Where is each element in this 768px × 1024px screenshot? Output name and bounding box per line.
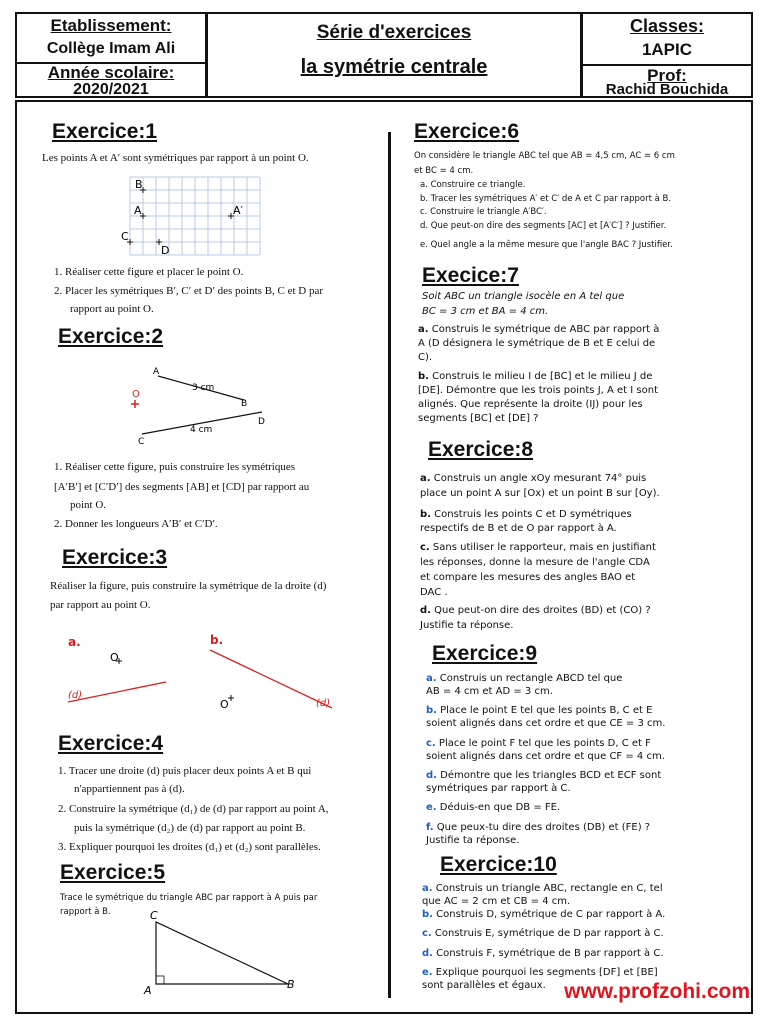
ex5-point-a: A xyxy=(144,984,152,996)
ex8-a1: a. Construis un angle xOy mesurant 74° puis xyxy=(420,473,647,484)
ex10-d: d. Construis F, symétrique de B par rapport à C. xyxy=(422,948,664,959)
ex10-e1: e. Explique pourquoi les segments [DF] et [BE] xyxy=(422,967,658,978)
ex7-a3: C). xyxy=(418,352,433,363)
ex7-b1: b. Construis le milieu I de [BC] et le milieu J de xyxy=(418,371,653,382)
ex8-c2: les réponses, donne la mesure de l'angle CDA xyxy=(420,557,650,568)
ex1-point-d: D xyxy=(161,244,170,257)
ex6-title: Exercice:6 xyxy=(414,120,520,143)
ex8-d1: d. Que peut-on dire des droites (BD) et (CO) ? xyxy=(420,605,651,616)
ex6-a: a. Construire ce triangle. xyxy=(420,180,526,190)
ex9-title: Exercice:9 xyxy=(432,642,538,665)
ex5-text1: Trace le symétrique du triangle ABC par rapport à A puis par xyxy=(60,893,318,903)
header-school-box xyxy=(15,12,207,98)
header-class-box xyxy=(581,12,753,98)
ex4-q3: 3. Expliquer pourquoi les droites (d₁) et (d₂) sont parallèles. xyxy=(58,841,321,853)
ex2-point-d: D xyxy=(258,417,265,427)
classes-label: Classes: xyxy=(629,16,705,36)
watermark-link[interactable]: www.profzohi.com xyxy=(564,980,750,1003)
ex2-point-b: B xyxy=(241,399,248,409)
ex8-a2: place un point A sur [Ox) et un point B sur [Oy). xyxy=(420,488,660,499)
ex3-line-d-b: (d) xyxy=(316,698,331,709)
ex9-a1: a. Construis un rectangle ABCD tel que xyxy=(426,673,623,684)
ex3-line-d-a: (d) xyxy=(68,690,83,701)
ex3-text1: Réaliser la figure, puis construire la symétrique de la droite (d) xyxy=(50,580,327,592)
ex6-line2: et BC = 4 cm. xyxy=(414,166,474,176)
ex9-d2: symétriques par rapport à C. xyxy=(426,783,571,794)
ex4-q2b: puis la symétrique (d₂) de (d) par rapport au point B. xyxy=(74,822,306,834)
ex9-b2: soient alignés dans cet ordre et que CE = 3 cm. xyxy=(426,718,666,729)
ex1-q1: 1. Réaliser cette figure et placer le point O. xyxy=(54,266,244,278)
ex2-q1a: 1. Réaliser cette figure, puis construire les symétriques xyxy=(54,461,296,473)
ex8-b2: respectifs de B et de O par rapport à A. xyxy=(420,523,617,534)
ex7-b4: segments [BC] et [DE] ? xyxy=(418,413,539,424)
ex6-c: c. Construire le triangle A′BC′. xyxy=(420,207,547,217)
ex8-c1: c. Sans utiliser le rapporteur, mais en justifiant xyxy=(420,542,656,553)
ex6-e: e. Quel angle a la même mesure que l'angle BAC ? Justifier. xyxy=(420,240,673,250)
ex2-title: Exercice:2 xyxy=(58,325,164,348)
ex8-d2: Justifie ta réponse. xyxy=(420,620,514,631)
classes-value: 1APIC xyxy=(641,40,693,59)
ex7-a1: a. Construis le symétrique de ABC par rapport à xyxy=(418,324,660,335)
ex10-a2: que AC = 2 cm et CB = 4 cm. xyxy=(422,896,571,907)
ex2-q1c: point O. xyxy=(70,499,107,511)
ex3-point-o-a: O xyxy=(110,651,119,664)
ex9-b1: b. Place le point E tel que les points B, C et E xyxy=(426,705,653,716)
ex7-line1: Soit ABC un triangle isocèle en A tel que xyxy=(422,291,625,302)
ex1-grid-figure xyxy=(120,172,270,260)
ex2-q2: 2. Donner les longueurs A′B′ et C′D′. xyxy=(54,518,218,530)
ex10-c: c. Construis E, symétrique de D par rapport à C. xyxy=(422,928,664,939)
ex9-c2: soient alignés dans cet ordre et que CF = 4 cm. xyxy=(426,751,665,762)
ex9-e: e. Déduis-en que DB = FE. xyxy=(426,802,561,813)
ex7-a2: A (D désignera le symétrique de B et E celui de xyxy=(418,338,656,349)
ex7-b2: [DE]. Démontre que les trois points J, A et I sont xyxy=(418,385,658,396)
ex2-point-o: O xyxy=(132,389,140,400)
ex6-line1: On considère le triangle ABC tel que AB = 4,5 cm, AC = 6 cm xyxy=(414,151,675,161)
ex5-point-c: C xyxy=(150,909,158,922)
ex8-title: Exercice:8 xyxy=(428,438,534,461)
ex4-q1b: n'appartiennent pas à (d). xyxy=(74,783,185,795)
ex5-triangle-figure xyxy=(140,908,310,996)
ex1-point-a: A xyxy=(134,204,142,217)
ex2-q1b: [A′B′] et [C′D′] des segments [AB] et [CD] par rapport au xyxy=(54,481,310,493)
ex1-point-b: B xyxy=(135,178,143,191)
ex10-title: Exercice:10 xyxy=(440,853,557,876)
ex7-line2: BC = 3 cm et BA = 4 cm. xyxy=(422,306,549,317)
prof-name: Rachid Bouchida xyxy=(605,81,729,98)
etablissement-label: Etablissement: xyxy=(50,16,172,35)
ex4-q1a: 1. Tracer une droite (d) puis placer deux points A et B qui xyxy=(58,765,312,777)
ex9-a2: AB = 4 cm et AD = 3 cm. xyxy=(426,686,553,697)
ex4-q2a: 2. Construire la symétrique (d₁) de (d) par rapport au point A, xyxy=(58,803,329,815)
ex3-title: Exercice:3 xyxy=(62,546,168,569)
ex7-b3: alignés. Que représente la droite (IJ) pour les xyxy=(418,399,643,410)
ex4-title: Exercice:4 xyxy=(58,732,164,755)
ex2-length-3cm: 3 cm xyxy=(192,383,215,393)
ex2-point-a: A xyxy=(153,367,160,377)
ex9-c1: c. Place le point F tel que les points D, C et F xyxy=(426,738,651,749)
ex3-point-o-b: O xyxy=(220,698,229,711)
ex1-intro: Les points A et A′ sont symétriques par rapport à un point O. xyxy=(42,152,309,164)
theme-title: la symétrie centrale xyxy=(300,56,488,78)
ex5-text2: rapport à B. xyxy=(60,907,111,917)
ex1-point-c: C xyxy=(121,230,129,243)
ex6-b: b. Tracer les symétriques A′ et C′ de A et C par rapport à B. xyxy=(420,194,672,204)
ex8-c4: DAC . xyxy=(420,587,448,598)
ex9-d1: d. Démontre que les triangles BCD et ECF sont xyxy=(426,770,662,781)
ex5-title: Exercice:5 xyxy=(60,861,166,884)
prof-label: Prof: xyxy=(647,66,687,85)
ex2-segments-figure xyxy=(120,362,280,448)
ex10-e2: sont parallèles et égaux. xyxy=(422,980,546,991)
ex1-title: Exercice:1 xyxy=(52,120,158,143)
ex9-f1: f. Que peux-tu dire des droites (DB) et (FE) ? xyxy=(426,822,651,833)
ex1-q2b: rapport au point O. xyxy=(70,303,154,315)
ex5-point-b: B xyxy=(287,978,295,991)
annee-value: 2020/2021 xyxy=(73,81,149,98)
ex3-label-a: a. xyxy=(68,635,81,649)
serie-title: Série d'exercices xyxy=(316,22,472,43)
ex1-q2a: 2. Placer les symétriques B′, C′ et D′ des points B, C et D par xyxy=(54,285,324,297)
ex6-d: d. Que peut-on dire des segments [AC] et [A′C′] ? Justifier. xyxy=(420,221,667,231)
ex8-b1: b. Construis les points C et D symétriques xyxy=(420,509,632,520)
ex3-text2: par rapport au point O. xyxy=(50,599,151,611)
ex2-point-c: C xyxy=(138,437,145,447)
ex3-label-b: b. xyxy=(210,633,224,647)
ex2-length-4cm: 4 cm xyxy=(190,425,213,435)
etablissement-name: Collège Imam Ali xyxy=(46,40,176,57)
ex3-lines-figure xyxy=(60,628,350,720)
ex9-f2: Justifie ta réponse. xyxy=(426,835,520,846)
ex8-c3: et compare les mesures des angles BAO et xyxy=(420,572,636,583)
ex10-b: b. Construis D, symétrique de C par rapport à A. xyxy=(422,909,666,920)
ex1-point-a-prime: A′ xyxy=(233,204,244,217)
annee-label: Année scolaire: xyxy=(47,63,175,82)
header-title-box xyxy=(206,12,582,98)
column-divider xyxy=(388,132,391,998)
ex7-title: Execice:7 xyxy=(422,264,519,287)
ex10-a1: a. Construis un triangle ABC, rectangle en C, tel xyxy=(422,883,663,894)
